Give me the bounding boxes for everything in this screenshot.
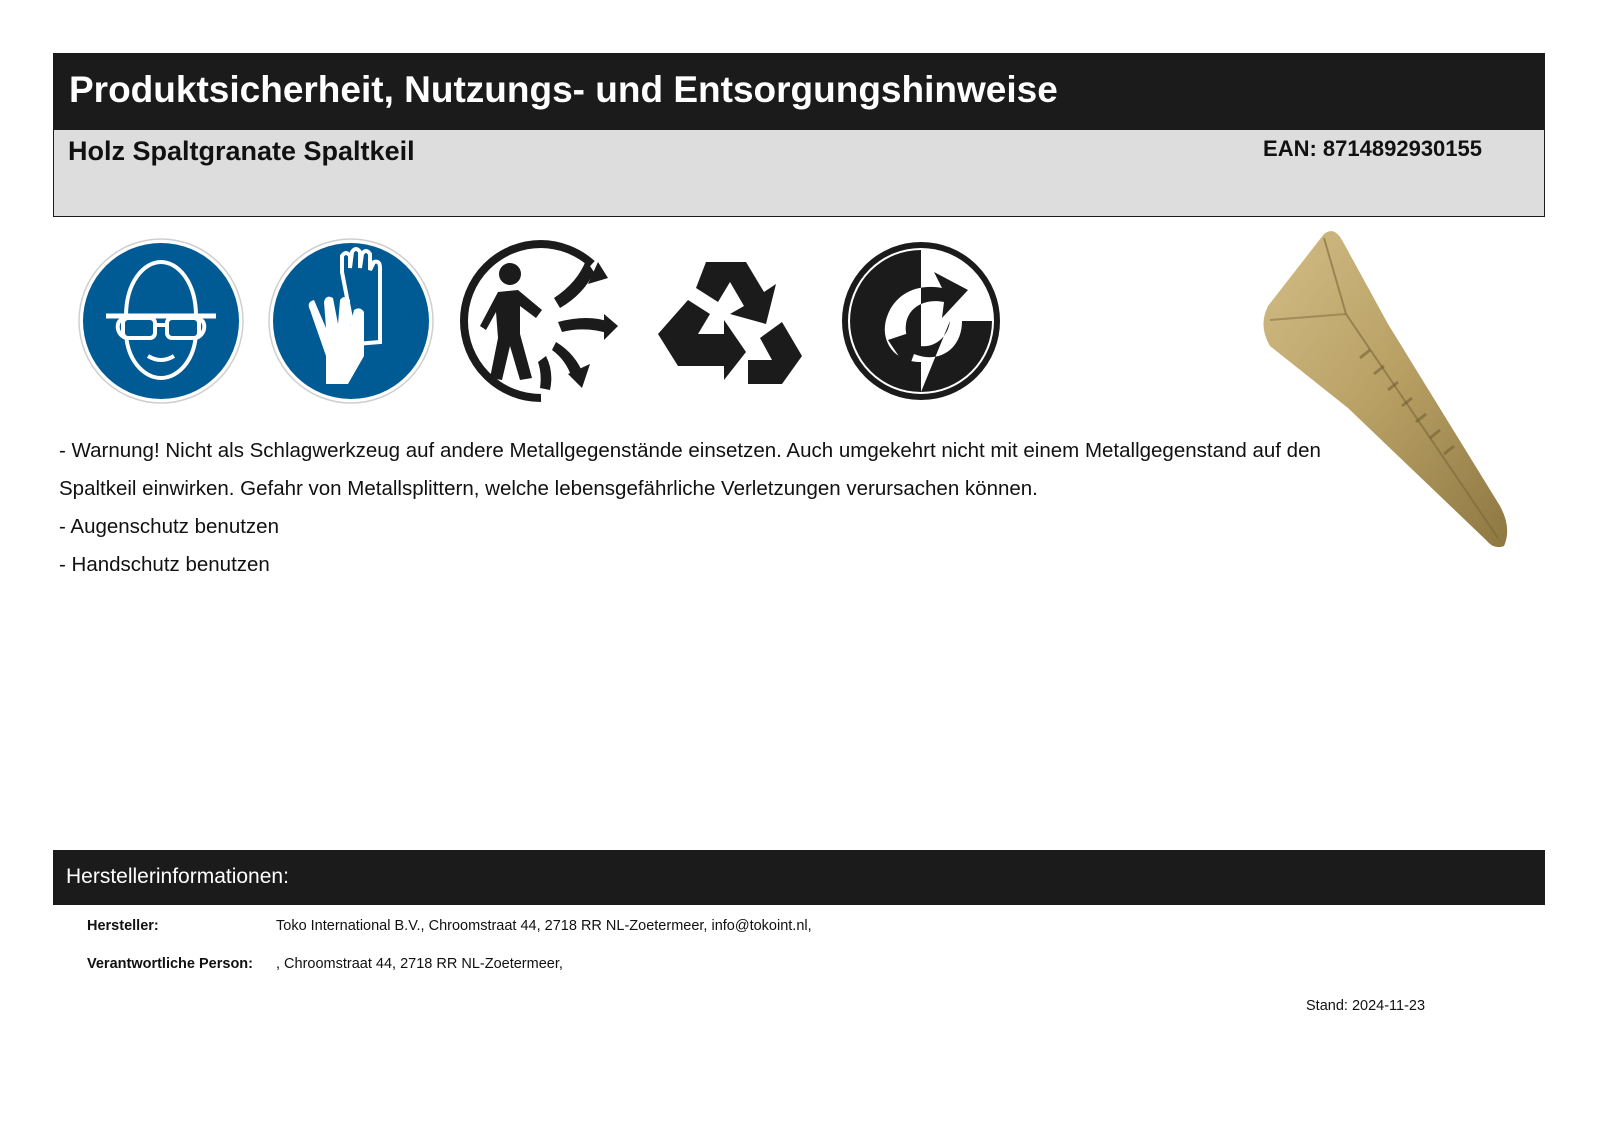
manufacturer-header-bar — [53, 850, 1545, 905]
warning-text-block — [59, 432, 1499, 584]
hersteller-value: Toko International B.V., Chroomstraat 44, 2718 RR NL-Zoetermeer, info@tokoint.nl, — [276, 918, 812, 934]
stand-date: Stand: 2024-11-23 — [1306, 998, 1426, 1014]
manufacturer-section-title: Herstellerinformationen: — [66, 865, 289, 888]
ean-code: EAN: 8714892930155 — [1263, 136, 1482, 161]
responsible-person-label: Verantwortliche Person: — [87, 956, 253, 972]
warning-line: - Handschutz benutzen — [59, 553, 270, 576]
header-bar — [53, 53, 1545, 130]
warning-line: - Augenschutz benutzen — [59, 515, 279, 538]
warning-line: - Warnung! Nicht als Schlagwerkzeug auf andere Metallgegenstände einsetzen. Auch umgekehrt nicht mit einem Metallgegenstand auf den — [59, 439, 1321, 462]
hand-protection-icon — [268, 238, 434, 404]
hersteller-label: Hersteller: — [87, 918, 159, 934]
warning-line: Spaltkeil einwirken. Gefahr von Metallsplittern, welche lebensgefährliche Verletzungen verursachen können. — [59, 477, 1038, 500]
page-title: Produktsicherheit, Nutzungs- und Entsorgungshinweise — [69, 69, 1058, 110]
product-name: Holz Spaltgranate Spaltkeil — [68, 136, 415, 166]
eye-protection-icon — [78, 238, 244, 404]
triman-icon — [458, 238, 624, 404]
green-dot-icon — [838, 238, 1004, 404]
responsible-person-value: , Chroomstraat 44, 2718 RR NL-Zoetermeer, — [276, 956, 563, 972]
product-info-bar — [53, 130, 1545, 217]
recycling-icon — [648, 238, 814, 404]
